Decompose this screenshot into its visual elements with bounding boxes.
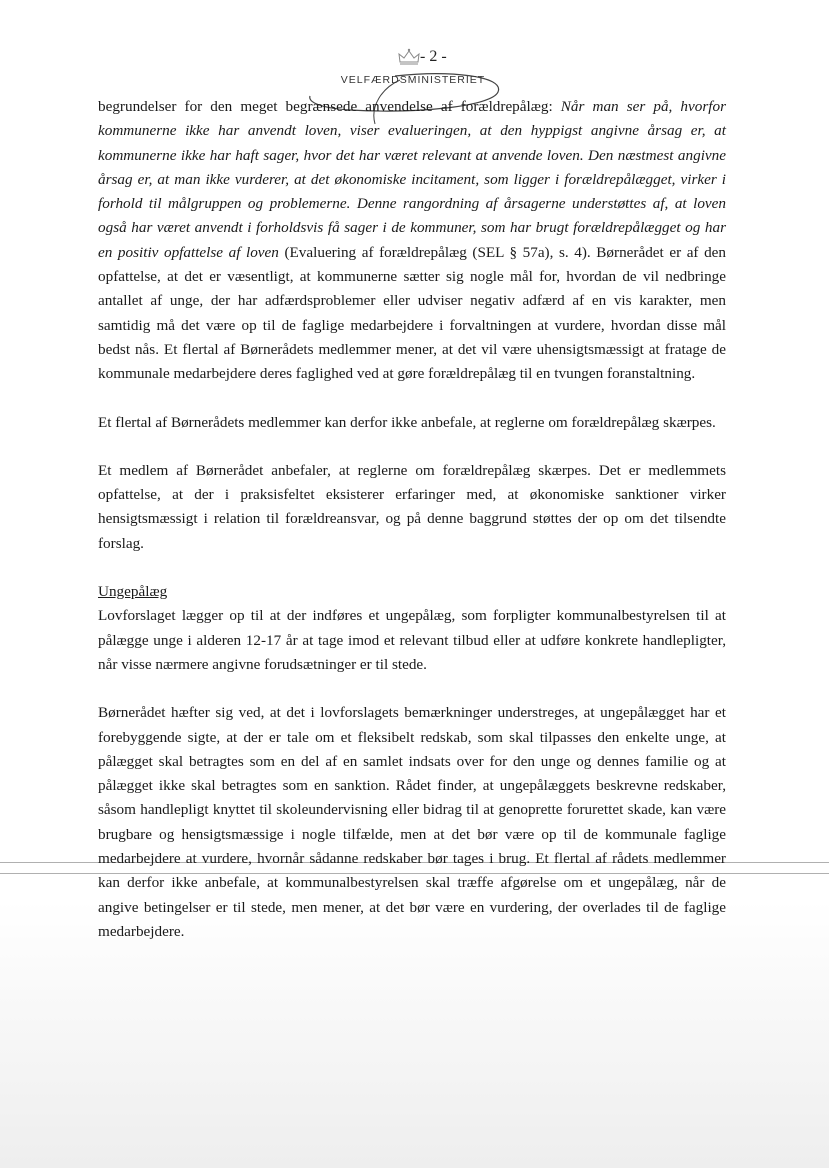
- quote-text: Når man ser på, hvorfor kommunerne ikke har anvendt loven, viser evalueringen, at den hyppigst angivne årsag er, at kommunerne ikke har haft sager, hvor det har været relevant at anvende loven. Den næstmest angivne årsag er, at man ikke vurderer, at det økonomiske incitament, som ligger i forældrepålægget, virker i forhold til målgruppen og problemerne. Denne rangordning af årsagerne understøttes af, at loven også har været anvendt i forholdsvis få sager i de kommuner, som har brugt forældrepålægget og har en positiv opfattelse af loven: [98, 98, 726, 261]
- letterhead: [0, 44, 829, 100]
- paragraph: Et medlem af Børnerådet anbefaler, at reglerne om forældrepålæg skærpes. Det er medlemmets opfattelse, at der i praksisfeltet eksisterer erfaringer med, at økonomiske sanktioner virker hensigtsmæssigt i relation til forældreansvar, og på denne baggrund støttes der op om det tilsendte forslag.: [98, 461, 726, 552]
- ministry-name: VELFÆRDSMINISTERIET: [340, 74, 486, 86]
- crown-icon: [397, 48, 421, 66]
- page-number: - 2 -: [420, 48, 447, 65]
- paragraph: Lovforslaget lægger op til at der indføres et ungepålæg, som forpligter kommunalbestyrelsen til at pålægge unge i alderen 12-17 år at tage imod et relevant tilbud eller at udføre konkrete handlepligter, når visse nærmere angivne forudsætninger er til stede.: [98, 607, 726, 673]
- paragraph: Børnerådet hæfter sig ved, at det i lovforslagets bemærkninger understreges, at ungepålægget har et forebyggende sigte, at der er tale om et fleksibelt redskab, som skal tilpasses den enkelte unge, at pålægget skal betragtes som en del af en samlet indsats over for den unge og dennes familie og at pålægget ikke skal betragtes som en sanktion. Rådet finder, at ungepålæggets beskrevne redskaber, såsom handlepligt knyttet til skoleundervisning eller bidrag til at genoprette forurettet skade, kan være brugbare og hensigtsmæssige i nogle tilfælde, men at det bør være op til de kommunale faglige medarbejdere at vurdere, hvornår sådanne redskaber bør tages i brug. Et flertal af rådets medlemmer kan derfor ikke anbefale, at kommunalbestyrelsen skal træffe afgørelse om et ungepålæg, når de angive betingelser er til stede, men mener, at det bør være en vurdering, der overlades til de faglige medarbejdere.: [98, 704, 726, 940]
- document-body: [98, 95, 726, 944]
- paragraph-text: begrundelser for den meget begrænsede anvendelse af forældrepålæg:: [98, 98, 561, 115]
- paragraph: Et flertal af Børnerådets medlemmer kan derfor ikke anbefale, at reglerne om forældrepålæg skærpes.: [98, 413, 716, 431]
- paragraph-text: (Evaluering af forældrepålæg (SEL § 57a), s. 4). Børnerådet er af den opfattelse, at det er væsentligt, at kommunerne sætter sig nogle mål for, hvordan de vil nedbringe antallet af unge, der har adfærdsproblemer eller udviser negativ adfærd af en vis karakter, men samtidig må det være op til de faglige medarbejdere i forvaltningen at vurdere, hvordan disse mål bedst nås. Et flertal af Børnerådets medlemmer mener, at det vil være uhensigtsmæssigt at fratage de kommunale medarbejdere deres faglighed ved at gøre forældrepålæg til en tvungen foranstaltning.: [98, 243, 726, 383]
- section-heading: Ungepålæg: [98, 583, 168, 601]
- paragraph: [98, 95, 726, 387]
